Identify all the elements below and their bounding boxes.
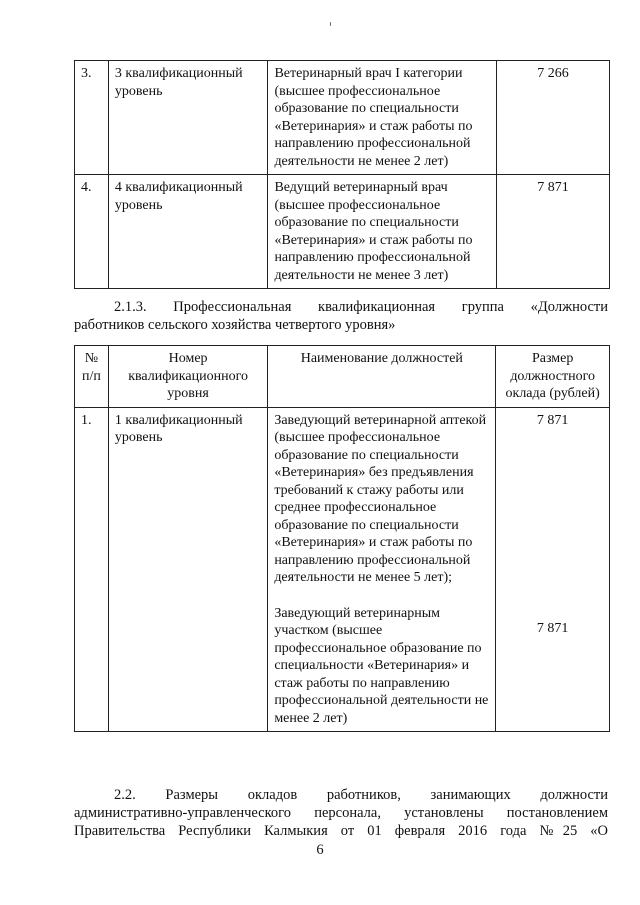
section-heading-line-2: работников сельского хозяйства четвертого уровня»	[74, 317, 396, 333]
header-num: № п/п	[75, 346, 109, 408]
position-names	[268, 407, 496, 732]
table-row	[75, 61, 610, 175]
qualification-level: 1 квалификационный уровень	[108, 407, 267, 732]
section-heading-2-1-3	[74, 298, 608, 334]
salary-value: 7 266	[497, 61, 610, 175]
row-number: 1.	[75, 407, 109, 732]
page-number: 6	[316, 842, 324, 858]
table-row	[75, 175, 610, 289]
salary-table-bottom	[74, 345, 610, 732]
page-top-mark	[330, 22, 331, 26]
position-name-1: Заведующий ветеринарной аптекой (высшее профессиональное образование по специальности «Ветеринария» без предъявления требований к стажу работы или среднее профессиональное образование по специальности «Ветеринария» и стаж работы по направлению профессиональной деятельности не менее 5 лет);	[274, 412, 487, 585]
salary-value: 7 871	[497, 175, 610, 289]
position-name: Ведущий ветеринарный врач (высшее профессиональное образование по специальности «Ветеринария» и стаж работы по направлению профессиональной деятельности не менее 3 лет)	[268, 175, 497, 289]
salary-value-2: 7 871	[536, 621, 569, 636]
qualification-level: 3 квалификационный уровень	[108, 61, 268, 175]
table-header-row	[75, 346, 610, 408]
position-name: Ветеринарный врач I категории (высшее профессиональное образование по специальности «Ветеринария» и стаж работы по направлению профессиональной деятельности не менее 2 лет)	[268, 61, 497, 175]
paragraph-2-2	[74, 786, 608, 840]
position-name-2: Заведующий ветеринарным участком (высшее профессиональное образование по специальности «Ветеринария» и стаж работы по направлению профессиональной деятельности не менее 2 лет)	[274, 605, 489, 726]
salary-table-top	[74, 60, 610, 289]
qualification-level: 4 квалификационный уровень	[108, 175, 268, 289]
section-heading-line-1: 2.1.3. Профессиональная квалификационная группа «Должности	[114, 299, 608, 315]
header-level: Номер квалификационного уровня	[108, 346, 267, 408]
header-salary: Размер должностного оклада (рублей)	[496, 346, 610, 408]
paragraph-line-1: 2.2. Размеры окладов работников, занимающих должности	[114, 787, 608, 803]
paragraph-line-3: Правительства Республики Калмыкия от 01 февраля 2016 года №25 «О	[74, 823, 608, 839]
header-position: Наименование должностей	[268, 346, 496, 408]
salary-value-1: 7 871	[536, 412, 569, 428]
row-number: 4.	[75, 175, 109, 289]
table-row	[75, 407, 610, 732]
paragraph-line-2: административно-управленческого персонала, установлены постановлением	[74, 805, 608, 821]
salary-values	[496, 407, 610, 732]
row-number: 3.	[75, 61, 109, 175]
